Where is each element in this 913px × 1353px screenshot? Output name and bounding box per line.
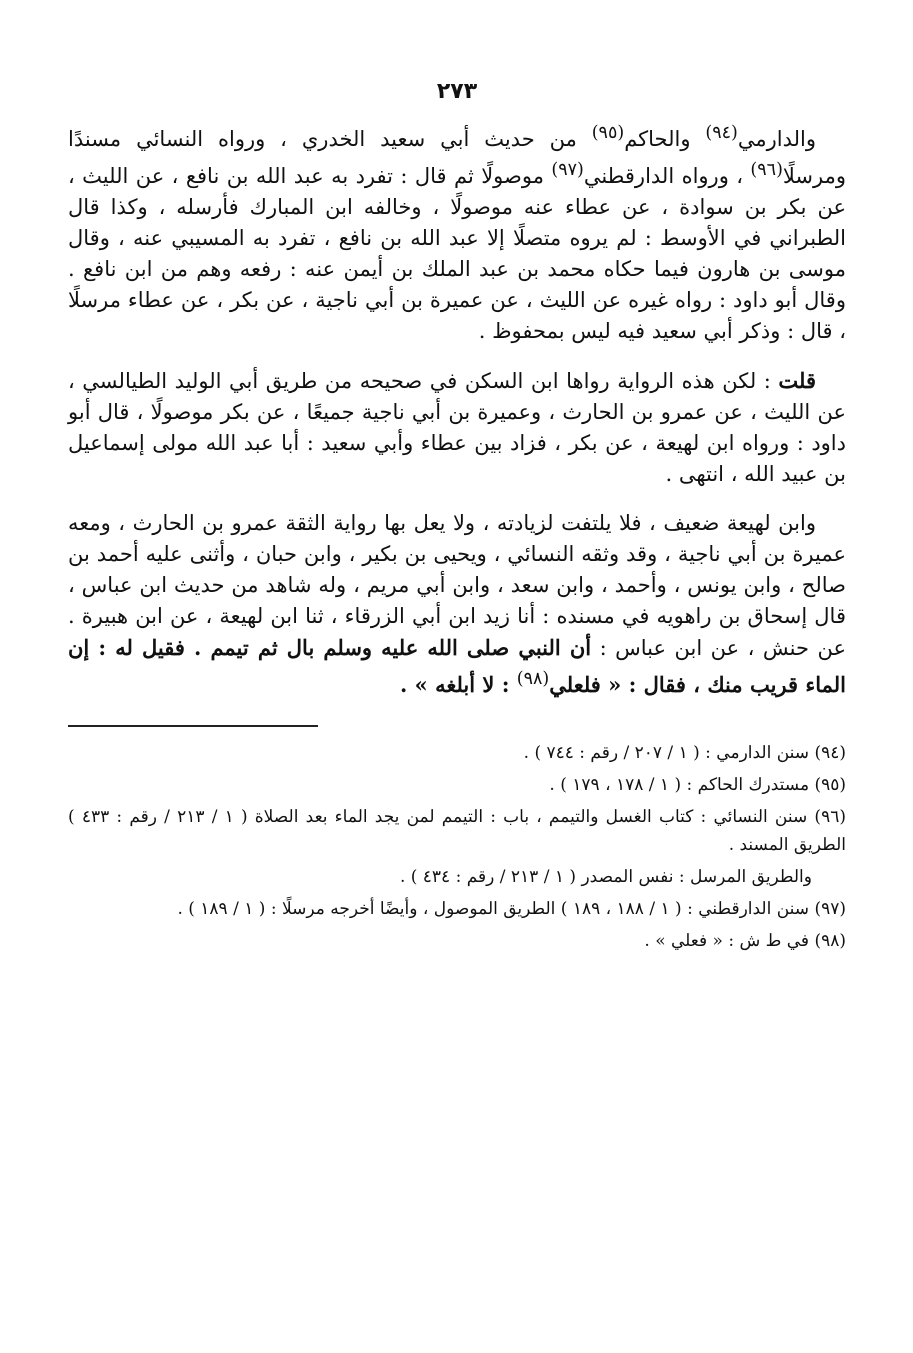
paragraph [68,118,846,347]
footnote: (٩٤) سنن الدارمي : ( ١ / ٢٠٧ / رقم : ٧٤٤ ) . [523,743,846,763]
page-number: ٢٧٣ [436,79,478,104]
footnote: (٩٨) في ط ش : « فعلي » . [644,931,846,951]
hadith-quote: أن النبي صلى الله عليه وسلم بال ثم تيمم . فقيل له : إن الماء قريب منك ، فقال : « فلعلي [68,635,846,697]
hadith-quote: : لا أبلغه » . [400,672,517,697]
footnote-ref: (٩٥) [591,123,625,143]
footnote: (٩٧) سنن الدارقطني : ( ١ / ١٨٨ ، ١٨٩ ) الطريق الموصول ، وأيضًا أخرجه مرسلًا : ( ١ / ١٨٩ ) . [177,899,846,919]
footnote-ref: (٩٧) [551,160,584,180]
footnote-ref: (٩٦) [750,160,783,180]
main-text [68,118,846,701]
paragraph [68,508,846,701]
footnote-ref: (٩٨) [516,669,550,689]
footnote-divider [68,725,318,727]
footnote: (٩٥) مستدرك الحاكم : ( ١ / ١٧٨ ، ١٧٩ ) . [549,775,846,795]
text-segment: ، ورواه الدارقطني [583,164,751,188]
text-segment: من حديث أبي سعيد الخدري ، ورواه النسائي مسندًا ومرسلًا [68,127,846,188]
text-segment: : لكن هذه الرواية رواها ابن السكن في صحيحه من طريق أبي الوليد الطيالسي ، عن الليث ، عن عمرو بن الحارث ، وعميرة بن أبي ناجية جميعًا ، عن بكر موصولًا ، قال أبو داود : ورواه ابن لهيعة ، عن بكر ، فزاد بين عطاء وأبي سعيد : أبا عبد الله مولى إسماعيل بن عبيد الله ، انتهى . [68,369,846,486]
text-segment: وابن لهيعة ضعيف ، فلا يلتفت لزيادته ، ولا يعل بها رواية الثقة عمرو بن الحارث ، ومعه عميرة بن أبي ناجية ، وقد وثقه النسائي ، ويحيى بن بكير ، وابن حبان ، وأثنى عليه أحمد بن صالح ، وابن يونس ، وأحمد ، وابن سعد ، وابن أبي مريم ، وله شاهد من حديث ابن عباس ، قال إسحاق بن راهويه في مسنده : أنا زيد ابن أبي الزرقاء ، ثنا ابن لهيعة ، عن ابن هبيرة . عن حنش ، عن ابن عباس : [68,511,846,660]
footnote: (٩٦) سنن النسائي : كتاب الغسل والتيمم ، باب : التيمم لمن يجد الماء بعد الصلاة ( ١ / ٢١٣ / رقم : ٤٣٣ ) الطريق المسند . [68,807,846,855]
text-segment: والحاكم [624,127,706,151]
footnotes [68,739,846,955]
bold-term: قلت [778,368,816,393]
paragraph [68,365,846,490]
text-segment: موصولًا ثم قال : تفرد به عبد الله بن نافع ، عن الليث ، عن بكر بن سوادة ، عن عطاء عنه موصولًا ، وخالفه ابن المبارك فأرسله ، وكذا قال الطبراني في الأوسط : لم يروه متصلًا إلا عبد الله بن نافع ، تفرد به المسيبي عنه ، وقال موسى بن هارون فيما حكاه محمد بن عبد الملك بن أيمن عنه : رفعه وهم من ابن نافع . وقال أبو داود : رواه غيره عن الليث ، عن عميرة بن أبي ناجية ، عن بكر ، عن عطاء مرسلًا ، قال : وذكر أبي سعيد فيه ليس بمحفوظ . [68,164,846,343]
document-page [68,76,846,1316]
text-segment: والدارمي [737,127,816,151]
footnote: والطريق المرسل : نفس المصدر ( ١ / ٢١٣ / رقم : ٤٣٤ ) . [399,867,812,887]
footnote-ref: (٩٤) [705,123,738,143]
